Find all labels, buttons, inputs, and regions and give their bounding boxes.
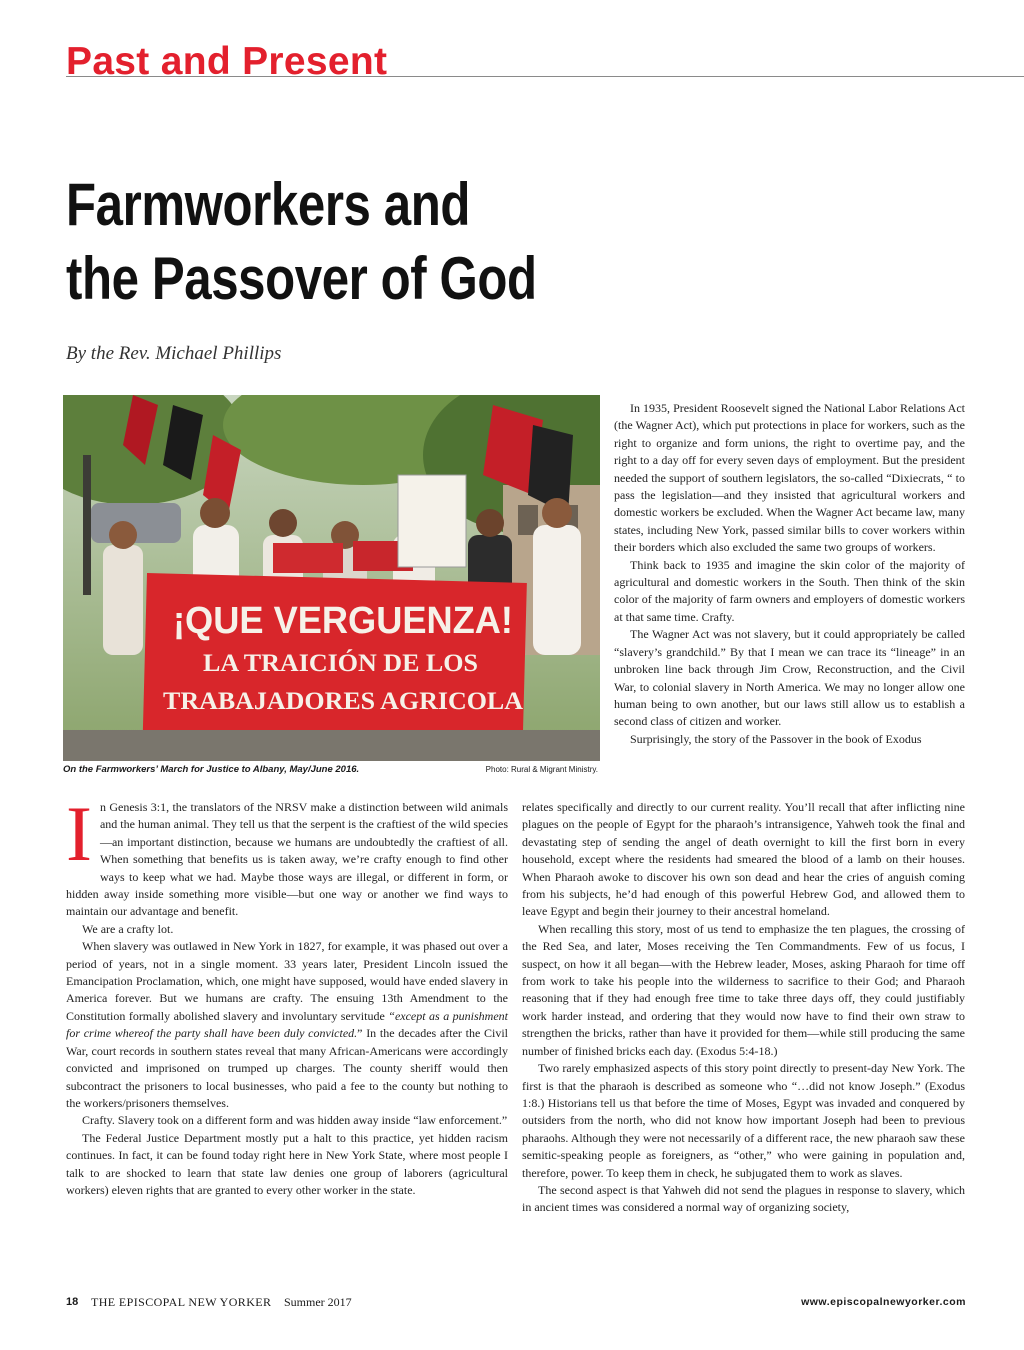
publication-name: THE EPISCOPAL NEW YORKER <box>91 1295 272 1309</box>
issue-season: Summer 2017 <box>284 1295 352 1309</box>
photo-credit: Photo: Rural & Migrant Ministry. <box>485 765 598 774</box>
small-sign <box>273 543 343 573</box>
drop-cap: I <box>66 790 92 877</box>
website-link[interactable]: www.episcopalnewyorker.com <box>801 1296 966 1308</box>
handwritten-sign <box>398 475 466 567</box>
article-column-left <box>66 790 508 1199</box>
caption-text: On the Farmworkers’ March for Justice to Albany, May/June 2016. <box>63 764 360 775</box>
paragraph: The second aspect is that Yahweh did not send the plagues in response to slavery, which in ancient times was considered a normal way of organizing society, <box>522 1182 965 1215</box>
article-column-middle <box>522 799 965 1217</box>
paragraph-text: ” In the decades after the Civil War, court records in southern states reveal that many African-Americans were accordingly convicted and imprisoned on trumped up charges. The county sheriff would then subcontract the prisoners to local businesses, who paid a fee to the county but nothing to the workers/prisoners themselves. <box>66 1026 508 1110</box>
paragraph: The Wagner Act was not slavery, but it could appropriately be called “slavery’s grandchild.” By that I mean we can trace its “lineage” in an unbroken line back through Jim Crow, Reconstruction, and the Civil War, to colonial slavery in North America. We may no longer allow one human being to own another, but our laws still allow us to establish a second class of citizen and worker. <box>614 627 965 729</box>
paragraph: Two rarely emphasized aspects of this story point directly to present-day New York. The first is that the pharaoh is described as someone who “…did not know Joseph.” (Exodus 1:8.) Historians tell us that before the time of Moses, Egypt was invaded and conquered by outsiders from the north, who did not know how important Joseph had been to previous pharaohs. Although they were not necessarily of a different race, the new pharaoh saw these semitic-speaking people as foreigners, as “other,” who were gaining in population and, therefore, power. To keep them in check, he subjugated them to work as slaves. <box>522 1061 965 1180</box>
banner-line-2: LA TRAICIÓN DE LOS <box>203 650 468 677</box>
section-title: Past and Present <box>66 40 388 83</box>
paragraph: In 1935, President Roosevelt signed the National Labor Relations Act (the Wagner Act), which put protections in place for workers, such as the right to organize and form unions, the right to overtime pay, and the right to a day off for every seven days of employment. But the president needed the support of southern legislators, the so-called “Dixiecrats, “ to pass the legislation—and they insisted that agricultural workers and domestic workers be excluded. When the Wagner Act became law, many states, including New York, passed similar bills to cover workers within their borders which also excluded the same two groups of workers. <box>614 401 965 555</box>
march-photo <box>63 395 600 761</box>
article-headline <box>66 168 640 316</box>
paragraph: Think back to 1935 and imagine the skin color of the majority of agricultural and domestic workers in the South. Then think of the skin color of the majority of farm owners and employers of domestic workers at that same time. Crafty. <box>614 557 965 624</box>
road <box>63 730 600 761</box>
paragraph: relates specifically and directly to our current reality. You’ll recall that after inflicting nine plagues on the people of Egypt for the pharaoh’s intransigence, Yahweh took the final and devastating step of sending the angel of death overnight to kill the first born in every household, except where the residents had smeared the blood of a lamb on their houses. When Pharaoh awoke to discover his own son dead and hear the cries of anguish coming from his subjects, he’d had enough of this powerful Hebrew God, and allowed them to leave Egypt and begin their journey to their ancestral homeland. <box>522 800 965 919</box>
paragraph-text: When slavery was outlawed in New York in 1827, for example, it was phased out over a period of years, not in a single moment. 33 years later, President Lincoln issued the Emancipation Proclamation, which, one might have supposed, would have ended slavery in America forever. But we humans are crafty. The ensuing 13th Amendment to the Constitution formally abolished slavery and involuntary servitude <box>66 939 508 1023</box>
byline: By the Rev. Michael Phillips <box>66 343 282 364</box>
article-column-right-top <box>614 400 965 748</box>
street-pole <box>83 455 91 595</box>
page-number: 18 <box>66 1296 79 1308</box>
paragraph: We are a crafty lot. <box>82 921 174 936</box>
paragraph: When recalling this story, most of us tend to emphasize the ten plagues, the crossing of the Red Sea, and later, Moses receiving the Ten Commandments. Few of us focus, I suspect, on how it all began—with the Hebrew leader, Moses, asking Pharaoh for time off from work to take his people into the wilderness to sacrifice to their God; and Pharaoh reasoning that if they had enough free time to take three days off, they could justifiably work harder instead, and ordering that they would now have to find their own straw to strengthen the bricks, rather than have it provided for them—while still producing the same number of finished bricks each day. (Exodus 5:4-18.) <box>522 921 965 1058</box>
opening-text: n Genesis 3:1, the translators of the NRSV make a distinction between wild animals and the human animal. They tell us that the serpent is the craftiest of the wild species—an important distinction, because we humans are undoubtedly the craftiest of all. When something that benefits us is taken away, we’re crafty enough to find other ways to keep what we had. Maybe those ways are illegal, or different in form, or hidden away inside something more visible—but one way or another we find ways to maintain our advantage and benefit. <box>66 800 508 919</box>
paragraph: The Federal Justice Department mostly put a halt to this practice, yet hidden racism continues. In fact, it can be found today right here in New York State, where most people I talk to are shocked to learn that state law denies one group of laborers (agricultural workers) eleven rights that are granted to every other worker in the state. <box>66 1130 508 1197</box>
paragraph: Surprisingly, the story of the Passover in the book of Exodus <box>630 731 922 746</box>
amendment-quote: “except as a punishment for crime whereof the party shall have been duly convicted. <box>66 1008 508 1041</box>
section-rule <box>66 76 1024 77</box>
banner-line-1: ¡QUE VERGUENZA! <box>173 600 513 642</box>
paragraph <box>66 938 508 1112</box>
opening-paragraph <box>66 790 508 921</box>
paragraph: Crafty. Slavery took on a different form and was hidden away inside “law enforcement.” <box>82 1113 508 1128</box>
march-photo-illustration <box>63 395 600 761</box>
banner-line-3: TRABAJADORES AGRICOLA <box>163 688 523 715</box>
headline-line-1: Farmworkers and <box>66 171 471 238</box>
headline-line-2: the Passover of God <box>66 245 537 312</box>
